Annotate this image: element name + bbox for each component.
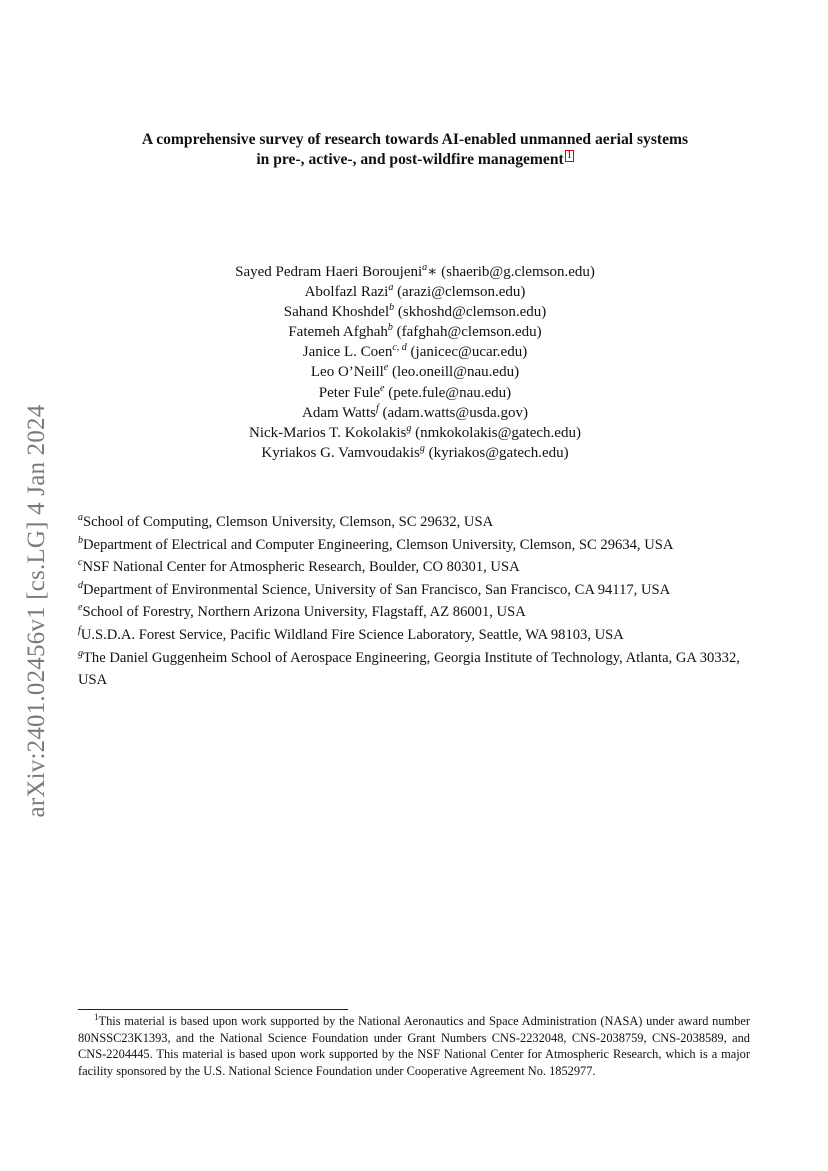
affiliation-key: a [78,512,83,524]
author-affiliation-mark: g [406,422,412,434]
affiliation-entry [78,556,752,579]
author-name: Sayed Pedram Haeri Boroujeni [235,264,423,280]
affiliation-entry [78,601,752,624]
author-name: Leo O’Neill [310,364,384,381]
author-affiliation-mark: c, d [392,342,407,354]
author-email: (adam.watts@usda.gov) [382,404,528,421]
author-entry [78,262,752,282]
affiliation-text: School of Computing, Clemson University, Clemson, SC 29632, USA [83,514,494,530]
author-name: Nick-Marios T. Kokolakis [249,424,407,441]
author-entry [78,383,752,403]
author-email: (kyriakos@gatech.edu) [428,444,569,461]
affiliation-text: The Daniel Guggenheim School of Aerospace Engineering, Georgia Institute of Technology, Atlanta, GA 30332, USA [78,649,740,689]
affiliation-entry [78,579,752,602]
affiliation-text: U.S.D.A. Forest Service, Pacific Wildland Fire Science Laboratory, Seattle, WA 98103, USA [80,626,624,643]
footnote-link[interactable]: 1 [566,150,572,161]
affiliation-key: e [78,602,83,614]
title-line-2-text: in pre-, active-, and post-wildfire management [256,151,564,169]
paper-title [78,130,752,170]
author-entry [78,403,752,423]
affiliation-text: Department of Electrical and Computer Engineering, Clemson University, Clemson, SC 29634, USA [83,536,674,553]
author-entry [78,362,752,382]
author-entry [78,282,752,302]
author-name: Fatemeh Afghah [288,324,388,341]
author-name: Abolfazl Razi [304,284,389,301]
author-name: Sahand Khoshdel [283,304,390,321]
footnote-rule [78,1009,348,1010]
author-entry [78,322,752,342]
affiliation-text: Department of Environmental Science, University of San Francisco, San Francisco, CA 94117, USA [83,581,671,598]
affiliation-key: c [78,557,83,569]
footnote [78,1013,750,1079]
arxiv-identifier: arXiv:2401.02456v1 [cs.LG] 4 Jan 2024 [23,404,50,818]
author-affiliation-mark: g [419,442,425,454]
affiliation-key: b [78,534,83,546]
author-affiliation-mark: a [422,262,428,273]
affiliation-key: d [78,579,83,591]
affiliation-entry [78,511,752,534]
author-email: (janicec@ucar.edu) [410,344,528,361]
author-affiliation-mark: b [389,302,395,314]
affiliation-entry [78,534,752,557]
author-entry [78,342,752,362]
author-entry [78,302,752,322]
author-affiliation-mark: a [388,282,394,294]
arxiv-sidebar [14,380,60,842]
author-email: (fafghah@clemson.edu) [396,324,542,341]
affiliation-text: NSF National Center for Atmospheric Research, Boulder, CO 80301, USA [82,559,520,576]
author-email: (nmkokolakis@gatech.edu) [415,424,581,441]
affiliation-text: School of Forestry, Northern Arizona University, Flagstaff, AZ 86001, USA [82,604,526,621]
title-line-1: A comprehensive survey of research towards AI-enabled unmanned aerial systems [141,131,689,148]
footnote-text: This material is based upon work supported by the National Aeronautics and Space Administration (NASA) under award number 80NSSC23K1393, and the National Science Foundation under Grant Numbers CNS-2232048, CNS-2038759, CNS-2038589, and CNS-2204445. This material is based upon work supported by the NSF National Center for Atmospheric Research, which is a major facility sponsored by the U.S. National Science Foundation under Cooperative Agreement No. 1852977. [78,1014,750,1078]
author-email: (leo.oneill@nau.edu) [391,364,520,381]
author-affiliation-mark: e [380,382,385,394]
corresponding-author-mark: ∗ [427,264,438,280]
affiliation-list [78,511,752,692]
author-name: Janice L. Coen [302,344,393,361]
author-email: (skhoshd@clemson.edu) [397,304,547,321]
author-entry [78,423,752,443]
affiliation-key: g [78,647,83,659]
author-email: (shaerib@g.clemson.edu) [441,264,595,280]
footnote-mark: 1 [94,1011,99,1022]
author-affiliation-mark: b [387,322,393,334]
affiliation-key: f [78,625,81,637]
author-entry [78,443,752,463]
affiliation-entry [78,624,752,647]
author-name: Adam Watts [302,404,376,421]
affiliation-entry [78,647,752,692]
author-name: Kyriakos G. Vamvoudakis [261,444,420,461]
author-name: Peter Fule [318,384,381,401]
author-list [78,262,752,463]
title-line-2 [78,150,752,170]
author-email: (pete.fule@nau.edu) [388,384,512,401]
author-affiliation-mark: f [375,402,379,414]
author-email: (arazi@clemson.edu) [397,284,526,301]
author-affiliation-mark: e [383,362,389,374]
